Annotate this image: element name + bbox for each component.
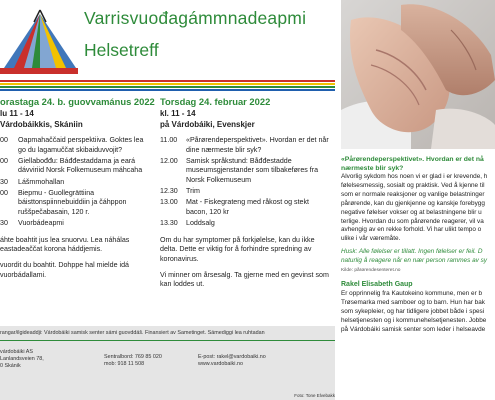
list-item: 13.00 Mat - Fiskegrateng med råkost og stekt bacon, 120 kr bbox=[160, 198, 310, 216]
article-heading-line-1: «Pårørendeperspektivet». Hvordan er det nå bbox=[341, 156, 484, 163]
norwegian-covid-note: Om du har symptomer på forkjølelse, kan du ikke delta. Dette er viktig for å forhindre spredning av koronavirus. bbox=[160, 235, 315, 263]
list-item: 00 Giellabođđu: Báđđestaddama ja eará dávviriid Norsk Folkemuseum máhcaha bbox=[0, 156, 143, 175]
email-link[interactable]: E-post: rakel@vardobaiki.no bbox=[198, 354, 266, 360]
header bbox=[0, 0, 335, 95]
organizer-text: rangar/ilgideaddji: Várdobáiki samisk senter sámi guovddáš. Finansiert av Sametinget. Sámediggi lea ruhtadan bbox=[0, 330, 265, 336]
list-item: 11.00 «Pårørendeperspektivet». Hvordan er det når dine nærmeste blir syk? bbox=[160, 136, 329, 154]
article-quote: Husk: Alle følelser er tillatt. Ingen følelser er feil. D naturlig å reagere når en nær person rammes av sy bbox=[341, 248, 487, 265]
sami-time: lu 11 - 14 bbox=[0, 109, 34, 118]
footer-divider bbox=[0, 340, 335, 341]
list-item: 12.30 Trim bbox=[160, 187, 200, 196]
stripe-blue bbox=[0, 89, 335, 91]
title-line-2: Helsetreff bbox=[84, 40, 159, 60]
phone-block: Sentralbord: 769 85 020 mob: 918 11 508 bbox=[104, 354, 162, 367]
photo-credit: Foto: Tone Elvebakk bbox=[294, 393, 335, 398]
footer bbox=[0, 326, 335, 400]
quote-source: Kilde: pårørendesenteret.no bbox=[341, 268, 401, 274]
title-line-1: Varrisvuođagámmnadeapmi bbox=[84, 8, 307, 28]
norwegian-place: på Várdobáiki, Evenskjer bbox=[160, 120, 255, 129]
norwegian-program-column bbox=[160, 96, 332, 296]
list-item: 12.00 Samisk språkstund: Båđđestadde museumsgjenstander som tilbakeføres fra Norsk Folkemuseum bbox=[160, 156, 319, 184]
sami-program-list bbox=[0, 136, 150, 229]
contact-block bbox=[198, 354, 266, 368]
list-item: 30 Lášmmohallan bbox=[0, 177, 65, 186]
list-item: 30 Vuorbádeapmi bbox=[0, 219, 64, 228]
sami-place: Várdobáikkis, Skániin bbox=[0, 120, 83, 129]
sami-program-column bbox=[0, 96, 155, 286]
article-column bbox=[341, 155, 495, 334]
norwegian-date-heading: Torsdag 24. februar 2022 bbox=[160, 96, 271, 107]
list-item: 13.30 Loddsalg bbox=[160, 219, 215, 228]
norwegian-lottery-note: Vi minner om årsesalg. Ta gjerne med en gevinst som kan loddes ut. bbox=[160, 270, 329, 289]
norwegian-program-list bbox=[160, 136, 332, 229]
hands-photo bbox=[341, 0, 495, 149]
list-item: 00 Oapmahaččaid perspektiiva. Goktes lea go du lagamuččat skibaiduvvojit? bbox=[0, 136, 144, 154]
stripe-green bbox=[0, 86, 335, 88]
address-block: várdobáiki AS Lanlandsveien 78, 0 Skánik bbox=[0, 349, 44, 369]
sami-date-heading: orastaga 24. b. guovvamánus 2022 bbox=[0, 96, 155, 107]
speaker-bio: Er opprinnelig fra Kautokeino kommune, men er b Trøsemarka med samboer og to barn. Hun har bak som sykepleier, og har tidligere jobbet både i spesi helsetjenesten og i kommunehelsetjenesten. Jobbe på Várdobáiki samisk senter som leder i helseavde bbox=[341, 289, 487, 333]
article-heading-line-2: nærmeste blir syk? bbox=[341, 165, 404, 172]
website-link[interactable]: www.vardobaiki.no bbox=[198, 361, 243, 367]
stripe-red bbox=[0, 80, 335, 82]
list-item: 00 Biepmu - Guollegrättiina báisttonspiinnebuiddiin ja čáhppon ruššpečabasain, 120 r. bbox=[0, 188, 127, 216]
sami-covid-note: áhte boahtit jus lea snuorvu. Lea náhálas eastadeaččat korona háddjemis. bbox=[0, 235, 130, 254]
sami-lottery-note: vuordit du boahtit. Dohppe hal mielde idá vuorbádallami. bbox=[0, 260, 129, 279]
article-body: Alvorlig sykdom hos noen vi er glad i er krevende, h følelsesmessig, sosialt og praktisk. Ved å kjenne til som er normale reaksjoner og vanlige belastninger pårørende, kan du gjenkjenne og kanskje forebygg negative følelser vokser og at belastningene blir u terlige. Hvordan du som pårørende reagerer, vil va avhengig av en rekke forhold. Vi har ulikt tempo o ulike i vår væremåte. bbox=[341, 173, 488, 243]
speaker-name: Rakel Elisabeth Gaup bbox=[341, 280, 413, 288]
stripe-yellow bbox=[0, 83, 335, 85]
lavvu-logo-icon bbox=[0, 8, 78, 80]
norwegian-time: kl. 11 - 14 bbox=[160, 109, 196, 118]
